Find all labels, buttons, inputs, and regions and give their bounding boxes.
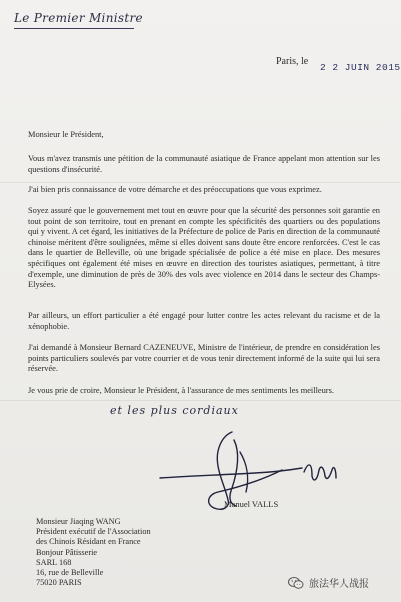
- paragraph-petition: Vous m'avez transmis une pétition de la communauté asiatique de France appelant mon attention sur les questions d'insécurité.: [28, 154, 380, 174]
- address-line: Monsieur Jiaqing WANG: [36, 517, 121, 526]
- wechat-icon: [288, 576, 304, 590]
- paragraph-security-measures: Soyez assuré que le gouvernement met tout en œuvre pour que la sécurité des personnes soit garantie en tout point de son territoire, tout en prenant en compte les spécificités des quartiers ou des populations qui y vivent. A cet égard, les initiatives de la Préfecture de police de Paris en direction de la communauté chinoise méritent d'être soulignées, même si elles doivent sans doute être encore renforcées. C'est le cas dans le quartier de Belleville, où une brigade spécialisée de police a été mise en place. Des mesures spécifiques ont également été mises en œuvre en direction des touristes asiatiques, permettant, à titre d'exemple, une diminution de près de 30% des vols avec violence en 2014 dans le secteur des Champs-Elysées.: [28, 206, 380, 290]
- watermark: [288, 575, 369, 590]
- paragraph-cazeneuve: J'ai demandé à Monsieur Bernard CAZENEUVE, Ministre de l'intérieur, de prendre en considération les points particuliers soulevés par votre courrier et de vous tenir directement informé de la suite qui lui sera réservée.: [28, 343, 380, 374]
- recipient-address: [36, 517, 236, 588]
- paragraph-closing: Je vous prie de croire, Monsieur le Président, à l'assurance de mes sentiments les meilleurs.: [28, 386, 334, 395]
- paragraph-acknowledgement: J'ai bien pris connaissance de votre démarche et des préoccupations que vous exprimez.: [28, 185, 322, 194]
- address-line: des Chinois Résidant en France: [36, 537, 141, 547]
- paragraph-racism: Par ailleurs, un effort particulier a été engagé pour lutter contre les actes relevant du racisme et de la xénophobie.: [28, 311, 380, 331]
- watermark-text: 旅法华人战报: [309, 579, 369, 590]
- address-line: Bonjour Pâtisserie: [36, 547, 98, 557]
- date-stamp: 2 2 JUIN 2015: [320, 62, 401, 73]
- letterhead-title: Le Premier Ministre: [14, 11, 143, 25]
- signer-name: Manuel VALLS: [224, 499, 279, 509]
- place-label: Paris, le: [276, 56, 309, 67]
- address-line: Président exécutif de l'Association: [36, 527, 151, 537]
- salutation: Monsieur le Président,: [28, 130, 104, 139]
- address-line: 75020 PARIS: [36, 578, 82, 588]
- address-line: SARL 168: [36, 557, 72, 567]
- address-line: 16, rue de Belleville: [36, 568, 104, 578]
- handwritten-note: et les plus cordiaux: [110, 404, 239, 417]
